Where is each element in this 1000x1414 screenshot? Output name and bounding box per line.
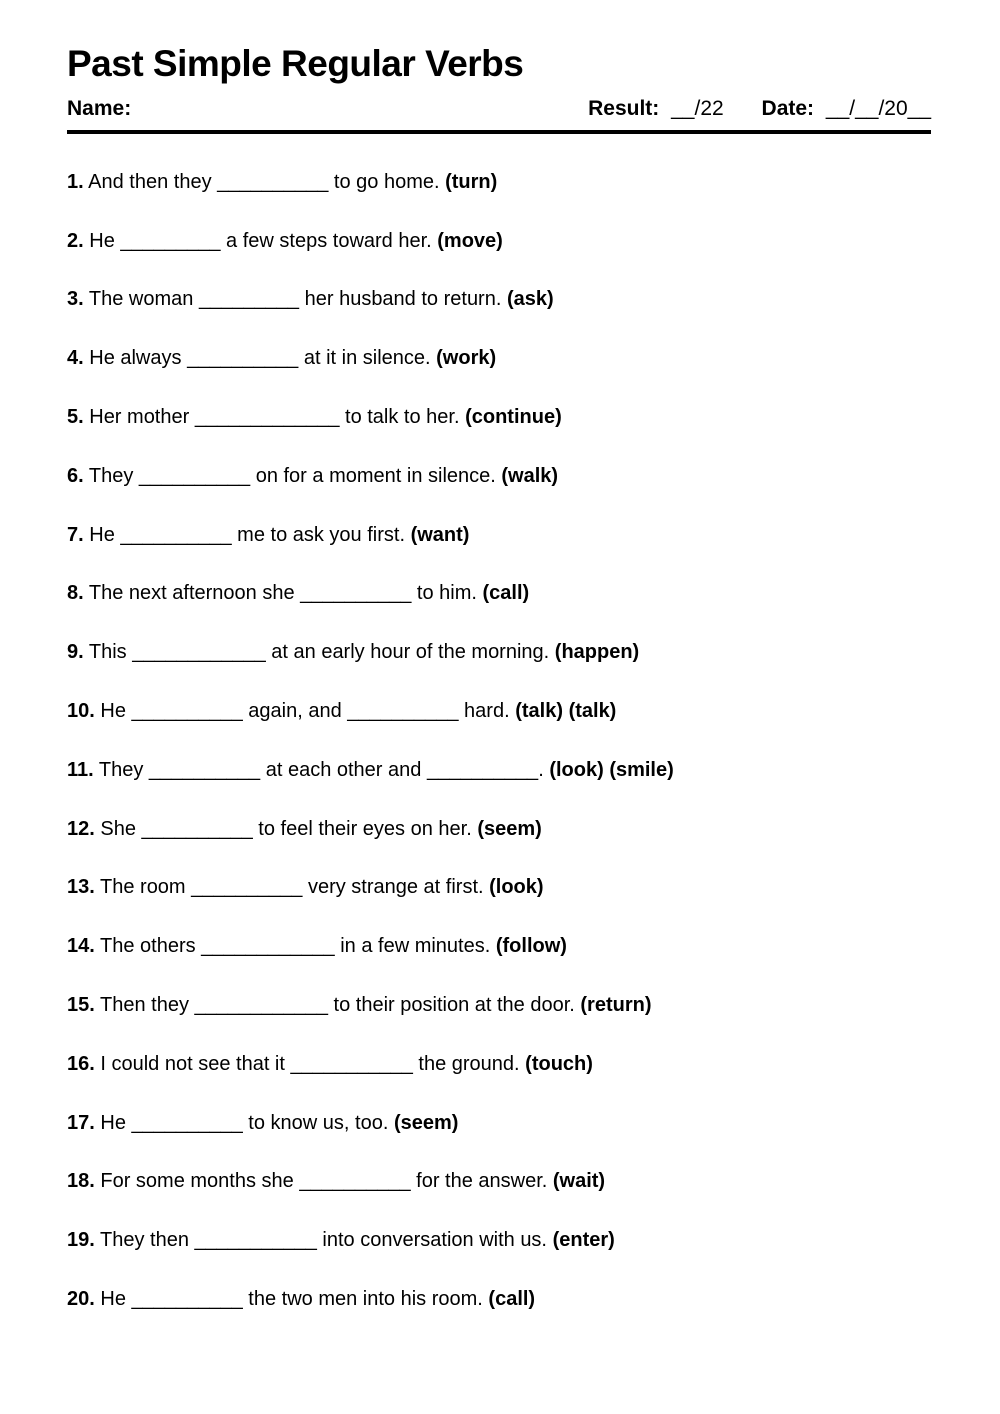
answer-blank: __________ xyxy=(299,1170,411,1193)
question-number: 5. xyxy=(67,406,84,429)
verb-hint: (turn) xyxy=(445,170,498,193)
question-number: 3. xyxy=(67,288,84,311)
header-divider xyxy=(67,130,931,134)
verb-hint: (talk) xyxy=(568,700,617,723)
question-number: 17. xyxy=(67,1111,95,1134)
question-number: 18. xyxy=(67,1170,95,1193)
question-number: 11. xyxy=(67,758,94,781)
answer-blank: ____________ xyxy=(201,935,335,958)
question-text: The woman xyxy=(83,288,199,311)
question-text: They xyxy=(83,464,139,487)
verb-hint: (ask) xyxy=(506,288,554,311)
question-text: He xyxy=(94,700,132,723)
question-text: He always xyxy=(83,347,188,370)
verb-hint: (seem) xyxy=(393,1111,459,1134)
answer-blank: __________ xyxy=(187,347,299,370)
question-text: He xyxy=(94,1288,132,1311)
verb-hint: (continue) xyxy=(465,406,562,429)
name-label: Name: xyxy=(67,96,132,120)
question-row xyxy=(67,1285,931,1313)
question-number: 19. xyxy=(67,1229,95,1252)
answer-blank: __________ xyxy=(138,464,251,487)
question-text: They then xyxy=(94,1229,195,1252)
result-label: Result: xyxy=(588,96,660,120)
question-text: very strange at first. xyxy=(302,876,490,899)
question-row xyxy=(67,815,931,843)
question-row xyxy=(67,1167,931,1195)
question-text: me to ask you first. xyxy=(231,523,411,546)
question-row xyxy=(67,168,931,196)
question-number: 15. xyxy=(67,994,95,1017)
question-number: 2. xyxy=(67,229,84,252)
verb-hint: (seem) xyxy=(477,817,542,840)
question-text: again, and xyxy=(242,700,348,723)
answer-blank: __________ xyxy=(131,700,243,723)
question-text: to know us, too. xyxy=(242,1111,394,1134)
result-date-group xyxy=(588,96,931,121)
verb-hint: (look) xyxy=(549,758,604,781)
result-value: __/22 xyxy=(671,96,724,120)
verb-hint: (work) xyxy=(436,347,497,370)
verb-hint: (smile) xyxy=(609,758,674,781)
question-row xyxy=(67,521,931,549)
question-list xyxy=(67,168,931,1313)
date-label: Date: xyxy=(761,96,815,120)
question-text: The room xyxy=(94,876,192,899)
answer-blank: __________ xyxy=(131,1111,243,1134)
answer-blank: ___________ xyxy=(290,1052,413,1075)
question-row xyxy=(67,285,931,313)
question-number: 10. xyxy=(67,700,95,723)
question-row xyxy=(67,932,931,960)
question-text: And then they xyxy=(83,170,218,193)
question-text: at each other and xyxy=(260,758,427,781)
header-meta-row xyxy=(67,96,931,121)
answer-blank: __________ xyxy=(426,758,539,781)
answer-blank: __________ xyxy=(191,876,303,899)
verb-hint: (walk) xyxy=(501,464,559,487)
question-text: He xyxy=(83,229,121,252)
question-row xyxy=(67,1109,931,1137)
question-text: The next afternoon she xyxy=(83,582,301,605)
question-number: 4. xyxy=(67,347,84,370)
question-number: 1. xyxy=(67,170,84,193)
question-row xyxy=(67,579,931,607)
question-text: a few steps toward her. xyxy=(220,229,438,252)
question-number: 20. xyxy=(67,1288,95,1311)
verb-hint: (enter) xyxy=(552,1229,615,1252)
question-row xyxy=(67,991,931,1019)
question-text: For some months she xyxy=(94,1170,300,1193)
question-text: the two men into his room. xyxy=(242,1288,489,1311)
date-value: __/__/20__ xyxy=(825,96,931,120)
question-text: I could not see that it xyxy=(94,1052,291,1075)
verb-hint: (call) xyxy=(488,1288,536,1311)
question-row xyxy=(67,697,931,725)
question-number: 13. xyxy=(67,876,95,899)
answer-blank: _________ xyxy=(198,288,300,311)
question-text: for the answer. xyxy=(410,1170,553,1193)
question-text: Her mother xyxy=(83,406,195,429)
page-title: Past Simple Regular Verbs xyxy=(67,43,524,84)
answer-blank: __________ xyxy=(141,817,253,840)
question-text: to feel their eyes on her. xyxy=(252,817,478,840)
question-number: 12. xyxy=(67,817,95,840)
question-text: They xyxy=(93,758,149,781)
question-text: He xyxy=(83,523,121,546)
question-text: on for a moment in silence. xyxy=(250,464,502,487)
question-text: her husband to return. xyxy=(299,288,507,311)
question-row xyxy=(67,1050,931,1078)
question-text: into conversation with us. xyxy=(316,1229,553,1252)
verb-hint: (wait) xyxy=(552,1170,606,1193)
answer-blank: __________ xyxy=(131,1288,243,1311)
question-text: to him. xyxy=(411,582,483,605)
question-text: at an early hour of the morning. xyxy=(265,641,555,664)
question-text: to talk to her. xyxy=(339,406,466,429)
question-text: in a few minutes. xyxy=(334,935,496,958)
question-text: This xyxy=(83,641,133,664)
question-text: the ground. xyxy=(412,1052,526,1075)
answer-blank: __________ xyxy=(120,523,232,546)
answer-blank: _____________ xyxy=(194,406,340,429)
question-number: 9. xyxy=(67,641,84,664)
verb-hint: (want) xyxy=(410,523,470,546)
question-number: 6. xyxy=(67,464,84,487)
verb-hint: (return) xyxy=(580,994,652,1017)
verb-hint: (follow) xyxy=(495,935,567,958)
verb-hint: (look) xyxy=(489,876,544,899)
question-number: 7. xyxy=(67,523,84,546)
question-row xyxy=(67,638,931,666)
question-row xyxy=(67,1226,931,1254)
question-text: to go home. xyxy=(328,170,446,193)
question-text: He xyxy=(94,1111,132,1134)
verb-hint: (move) xyxy=(437,229,503,252)
question-row xyxy=(67,462,931,490)
answer-blank: ____________ xyxy=(194,994,328,1017)
question-text: She xyxy=(94,817,142,840)
answer-blank: __________ xyxy=(347,700,459,723)
question-text: . xyxy=(538,758,550,781)
question-row xyxy=(67,756,931,784)
question-number: 16. xyxy=(67,1052,95,1075)
verb-hint: (talk) xyxy=(515,700,563,723)
question-text: to their position at the door. xyxy=(328,994,581,1017)
answer-blank: __________ xyxy=(300,582,412,605)
question-row xyxy=(67,344,931,372)
question-text: at it in silence. xyxy=(298,347,437,370)
question-text: The others xyxy=(94,935,202,958)
question-number: 14. xyxy=(67,935,95,958)
answer-blank: ____________ xyxy=(132,641,266,664)
verb-hint: (happen) xyxy=(554,641,640,664)
question-number: 8. xyxy=(67,582,84,605)
question-text: Then they xyxy=(94,994,195,1017)
verb-hint: (call) xyxy=(482,582,530,605)
question-row xyxy=(67,227,931,255)
verb-hint: (touch) xyxy=(525,1052,593,1075)
question-row xyxy=(67,403,931,431)
answer-blank: __________ xyxy=(217,170,329,193)
answer-blank: ___________ xyxy=(194,1229,317,1252)
question-text: hard. xyxy=(458,700,516,723)
answer-blank: __________ xyxy=(148,758,261,781)
answer-blank: _________ xyxy=(120,229,221,252)
question-row xyxy=(67,873,931,901)
